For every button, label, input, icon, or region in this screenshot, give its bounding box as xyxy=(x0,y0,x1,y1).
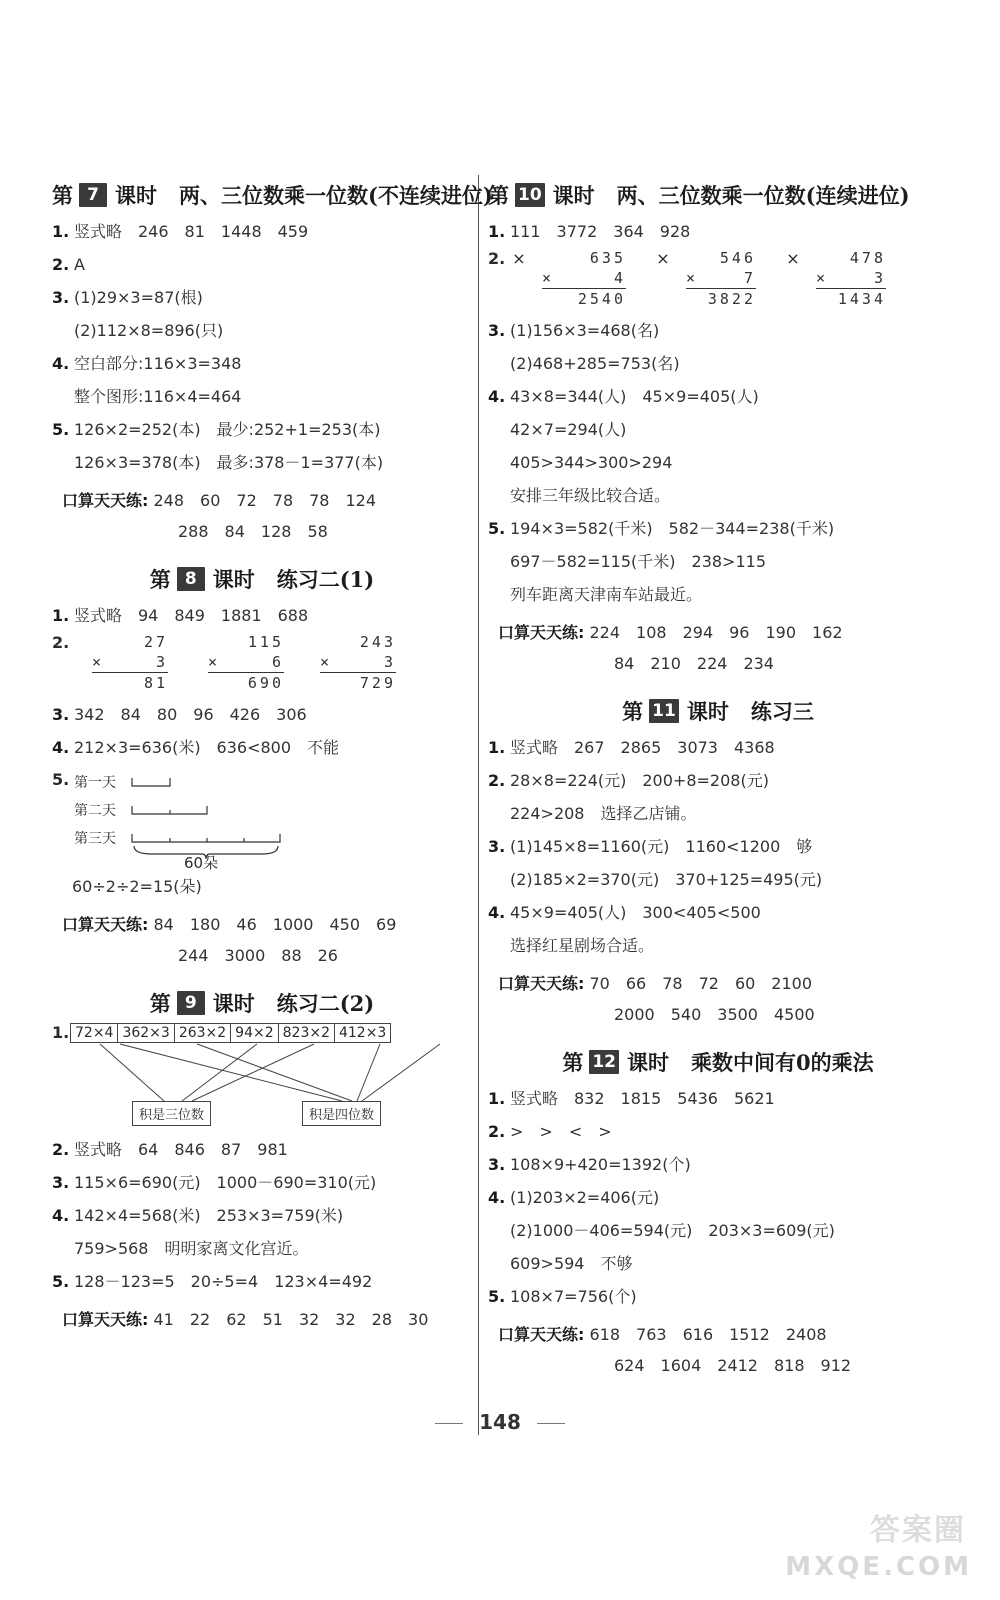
multiplicand: 635 xyxy=(589,249,626,267)
answer-line xyxy=(52,1199,472,1232)
lesson-9-heading xyxy=(52,983,472,1023)
practice-values: 618 763 616 1512 2408 xyxy=(589,1325,827,1344)
answer-line xyxy=(488,545,948,578)
answer-text: 142×4=568(米) 253×3=759(米) xyxy=(74,1206,344,1225)
answer-line xyxy=(488,1115,948,1148)
times-sign: × xyxy=(686,269,696,287)
times-sign: × xyxy=(542,269,552,287)
heading-prefix: 第 xyxy=(562,1050,584,1075)
lesson-number-badge: 7 xyxy=(79,183,107,207)
practice-label: 口算天天练: xyxy=(62,1310,149,1329)
practice-values: 224 108 294 96 190 162 xyxy=(589,623,843,642)
answer-text: 选择红星剧场合适。 xyxy=(510,936,655,955)
question-number: 4. xyxy=(488,387,506,406)
times-sign: × xyxy=(92,653,102,671)
mental-math-practice xyxy=(488,1319,948,1381)
lesson-topic: 练习二(1) xyxy=(276,567,375,592)
practice-label: 口算天天练: xyxy=(498,623,585,642)
answer-text: 224>208 选择乙店铺。 xyxy=(510,804,697,823)
answer-line xyxy=(488,1280,948,1313)
answer-text: 108×9+420=1392(个) xyxy=(510,1155,691,1174)
vertical-multiplication-row xyxy=(488,248,948,314)
product: 690 xyxy=(247,674,284,692)
practice-values: 84 210 224 234 xyxy=(614,654,774,673)
heading-prefix: 第 xyxy=(52,183,73,208)
lesson-topic: 乘数中间有0的乘法 xyxy=(691,1050,874,1075)
answer-line xyxy=(488,215,948,248)
product: 3822 xyxy=(707,290,756,308)
answer-text: 342 84 80 96 426 306 xyxy=(74,705,307,724)
check-mark: × xyxy=(786,249,800,268)
practice-label: 口算天天练: xyxy=(498,974,585,993)
answer-line xyxy=(488,446,948,479)
answer-text: 405>344>300>294 xyxy=(510,453,673,472)
answer-text: 45×9=405(人) 300<405<500 xyxy=(510,903,761,922)
answer-line xyxy=(488,380,948,413)
practice-values: 2000 540 3500 4500 xyxy=(614,1005,815,1024)
question-number: 1. xyxy=(52,606,70,625)
answer-text: 128－123=5 20÷5=4 123×4=492 xyxy=(74,1272,373,1291)
product: 1434 xyxy=(837,290,886,308)
answer-line xyxy=(52,698,472,731)
question-number: 2. xyxy=(52,633,70,652)
question-number: 1. xyxy=(488,1089,506,1108)
answer-text: 194×3=582(千米) 582－344=238(千米) xyxy=(510,519,835,538)
question-number: 5. xyxy=(488,1287,506,1306)
watermark-url: MXQE.COM xyxy=(785,1552,972,1582)
answer-text: (1)203×2=406(元) xyxy=(510,1188,660,1207)
answer-text: 空白部分:116×3=348 xyxy=(74,354,242,373)
lesson-topic: 练习三 xyxy=(750,699,814,724)
lesson-number-badge: 10 xyxy=(515,183,545,207)
practice-values: 244 3000 88 26 xyxy=(178,946,338,965)
question-number: 3. xyxy=(488,1155,506,1174)
answer-line xyxy=(52,599,472,632)
practice-values: 41 22 62 51 32 32 28 30 xyxy=(153,1310,429,1329)
question-number: 2. xyxy=(52,1140,70,1159)
lesson-number-badge: 8 xyxy=(177,567,205,591)
day-label: 第一天 xyxy=(74,775,116,791)
multiplicand: 478 xyxy=(849,249,886,267)
mental-math-practice xyxy=(488,617,948,679)
question-number: 3. xyxy=(488,837,506,856)
answer-line xyxy=(52,1133,472,1166)
expression-box: 263×2 xyxy=(175,1024,231,1042)
vertical-multiplication xyxy=(816,248,886,309)
answer-line xyxy=(52,281,472,314)
watermark-logo: 答案圈 xyxy=(870,1513,966,1548)
question-number: 4. xyxy=(488,903,506,922)
heading-keshi: 课时 xyxy=(686,699,729,724)
three-digit-tag: 积是三位数 xyxy=(132,1101,211,1126)
expression-box: 72×4 xyxy=(71,1024,118,1042)
question-number: 1. xyxy=(488,738,506,757)
answer-text: 竖式略 246 81 1448 459 xyxy=(74,222,309,241)
lesson-topic: 两、三位数乘一位数(连续进位) xyxy=(616,183,910,208)
check-mark: × xyxy=(656,249,670,268)
question-number: 3. xyxy=(52,1173,70,1192)
multiplicand: 546 xyxy=(719,249,756,267)
answer-line xyxy=(52,215,472,248)
product: 81 xyxy=(143,674,168,692)
answer-text: 安排三年级比较合适。 xyxy=(510,486,671,505)
answer-line xyxy=(488,830,948,863)
question-number: 3. xyxy=(488,321,506,340)
answer-text: 28×8=224(元) 200+8=208(元) xyxy=(510,771,769,790)
answer-line xyxy=(488,1082,948,1115)
answer-line xyxy=(488,797,948,830)
multiplier: 3 xyxy=(873,269,886,287)
answer-text: A xyxy=(74,255,85,274)
answer-text: 697－582=115(千米) 238>115 xyxy=(510,552,766,571)
answer-line xyxy=(52,870,472,903)
question-number: 2. xyxy=(488,249,506,268)
check-mark: × xyxy=(512,249,526,268)
answer-line xyxy=(488,347,948,380)
heading-prefix: 第 xyxy=(622,699,644,724)
answer-text: 212×3=636(米) 636<800 不能 xyxy=(74,738,340,757)
answer-line xyxy=(488,512,948,545)
answer-text: 108×7=756(个) xyxy=(510,1287,637,1306)
answer-line xyxy=(52,380,472,413)
expression-box: 412×3 xyxy=(338,1025,387,1041)
lesson-topic: 练习二(2) xyxy=(276,991,375,1016)
question-number: 1. xyxy=(488,222,506,241)
answer-line xyxy=(488,479,948,512)
answer-text: (2)468+285=753(名) xyxy=(510,354,680,373)
practice-values: 288 84 128 58 xyxy=(178,522,328,541)
lesson-number-badge: 12 xyxy=(589,1050,619,1074)
vertical-multiplication xyxy=(686,248,756,309)
vertical-multiplication xyxy=(92,632,168,693)
answer-line xyxy=(52,413,472,446)
multiplier: 7 xyxy=(743,269,756,287)
answer-text: 609>594 不够 xyxy=(510,1254,633,1273)
answer-text: 整个图形:116×4=464 xyxy=(74,387,242,406)
heading-keshi: 课时 xyxy=(552,183,595,208)
answer-text: 竖式略 94 849 1881 688 xyxy=(74,606,309,625)
answer-text: 60÷2÷2=15(朵) xyxy=(72,877,202,896)
heading-keshi: 课时 xyxy=(115,183,157,208)
product: 729 xyxy=(359,674,396,692)
multiplier: 4 xyxy=(613,269,626,287)
answer-line xyxy=(52,248,472,281)
answer-line xyxy=(488,413,948,446)
answer-text: 126×3=378(本) 最多:378－1=377(本) xyxy=(74,453,384,472)
question-number: 4. xyxy=(52,354,70,373)
heading-keshi: 课时 xyxy=(627,1050,670,1075)
total-label: 60朵 xyxy=(184,854,219,872)
answer-text: 111 3772 364 928 xyxy=(510,222,691,241)
practice-label: 口算天天练: xyxy=(62,915,149,934)
question-number: 3. xyxy=(52,705,70,724)
day-label: 第二天 xyxy=(74,803,116,819)
question-number: 2. xyxy=(52,255,70,274)
answer-text: (1)145×8=1160(元) 1160<1200 够 xyxy=(510,837,813,856)
heading-prefix: 第 xyxy=(149,567,171,592)
mental-math-practice xyxy=(52,1304,472,1335)
matching-lines xyxy=(52,1023,472,1133)
answer-text: 759>568 明明家离文化宫近。 xyxy=(74,1239,309,1258)
multiplicand: 115 xyxy=(247,633,284,651)
four-digit-tag: 积是四位数 xyxy=(302,1101,381,1126)
answer-line xyxy=(488,1214,948,1247)
answer-text: (2)1000－406=594(元) 203×3=609(元) xyxy=(510,1221,835,1240)
heading-keshi: 课时 xyxy=(212,567,255,592)
vertical-multiplication xyxy=(320,632,396,693)
answer-line xyxy=(488,731,948,764)
practice-label: 口算天天练: xyxy=(498,1325,585,1344)
question-number: 4. xyxy=(52,738,70,757)
vertical-multiplication-row xyxy=(52,632,472,698)
answer-text: > > < > xyxy=(510,1122,612,1141)
answer-line xyxy=(488,1181,948,1214)
question-number: 1. xyxy=(52,222,70,241)
lesson-12-heading xyxy=(488,1042,948,1082)
answer-line xyxy=(488,929,948,962)
lesson-7-heading xyxy=(52,175,493,215)
mental-math-practice xyxy=(488,968,948,1030)
answer-text: (1)156×3=468(名) xyxy=(510,321,660,340)
segment-diagram xyxy=(52,764,472,870)
answer-line xyxy=(52,1265,472,1298)
answer-text: 43×8=344(人) 45×9=405(人) xyxy=(510,387,759,406)
column-divider xyxy=(478,175,479,1435)
answer-line xyxy=(488,764,948,797)
practice-values: 624 1604 2412 818 912 xyxy=(614,1356,852,1375)
practice-values: 84 180 46 1000 450 69 xyxy=(153,915,397,934)
question-number: 3. xyxy=(52,288,70,307)
answer-text: 竖式略 832 1815 5436 5621 xyxy=(510,1089,775,1108)
practice-values: 248 60 72 78 78 124 xyxy=(153,491,377,510)
practice-label: 口算天天练: xyxy=(62,491,149,510)
answer-text: 竖式略 267 2865 3073 4368 xyxy=(510,738,775,757)
vertical-multiplication xyxy=(542,248,626,309)
answer-line xyxy=(488,896,948,929)
answer-text: (2)112×8=896(只) xyxy=(74,321,224,340)
question-number: 2. xyxy=(488,771,506,790)
answer-line xyxy=(52,1232,472,1265)
expression-box: 823×2 xyxy=(279,1024,335,1042)
left-column xyxy=(52,175,493,1335)
question-number: 4. xyxy=(52,1206,70,1225)
vertical-multiplication xyxy=(208,632,284,693)
expression-box: 362×3 xyxy=(118,1024,174,1042)
answer-line xyxy=(52,347,472,380)
answer-line xyxy=(488,863,948,896)
matching-diagram xyxy=(52,1023,472,1133)
multiplier: 3 xyxy=(383,653,396,671)
multiplicand: 27 xyxy=(143,633,168,651)
answer-line xyxy=(52,314,472,347)
heading-prefix: 第 xyxy=(488,183,509,208)
answer-text: (2)185×2=370(元) 370+125=495(元) xyxy=(510,870,823,889)
lesson-number-badge: 9 xyxy=(177,991,205,1015)
heading-keshi: 课时 xyxy=(212,991,255,1016)
right-column xyxy=(488,175,948,1381)
question-number: 2. xyxy=(488,1122,506,1141)
answer-line xyxy=(488,1247,948,1280)
day-label: 第三天 xyxy=(74,831,116,847)
segment-bars xyxy=(52,764,292,870)
multiplicand: 243 xyxy=(359,633,396,651)
answer-text: (1)29×3=87(根) xyxy=(74,288,203,307)
page-number xyxy=(0,1410,1000,1434)
question-number: 5. xyxy=(52,770,70,789)
answer-text: 126×2=252(本) 最少:252+1=253(本) xyxy=(74,420,381,439)
question-number: 1. xyxy=(52,1023,70,1042)
page-number-text: 148 xyxy=(479,1410,521,1434)
times-sign: × xyxy=(320,653,330,671)
expression-box: 94×2 xyxy=(231,1024,278,1042)
answer-line xyxy=(52,1166,472,1199)
question-number: 4. xyxy=(488,1188,506,1207)
lesson-8-heading xyxy=(52,559,472,599)
answer-text: 列车距离天津南车站最近。 xyxy=(510,585,703,604)
answer-text: 115×6=690(元) 1000－690=310(元) xyxy=(74,1173,377,1192)
heading-prefix: 第 xyxy=(149,991,171,1016)
multiplier: 3 xyxy=(155,653,168,671)
multiplier: 6 xyxy=(271,653,284,671)
question-number: 5. xyxy=(52,1272,70,1291)
lesson-number-badge: 11 xyxy=(649,699,679,723)
answer-text: 竖式略 64 846 87 981 xyxy=(74,1140,288,1159)
answer-line xyxy=(488,314,948,347)
answer-line xyxy=(52,731,472,764)
lesson-10-heading xyxy=(488,175,948,215)
answer-line xyxy=(488,578,948,611)
answer-line xyxy=(52,446,472,479)
answer-text: 42×7=294(人) xyxy=(510,420,627,439)
practice-values: 70 66 78 72 60 2100 xyxy=(589,974,813,993)
lesson-11-heading xyxy=(488,691,948,731)
question-number: 5. xyxy=(52,420,70,439)
times-sign: × xyxy=(208,653,218,671)
lesson-topic: 两、三位数乘一位数(不连续进位) xyxy=(179,183,493,208)
answer-line xyxy=(488,1148,948,1181)
mental-math-practice xyxy=(52,485,472,547)
product: 2540 xyxy=(577,290,626,308)
question-number: 5. xyxy=(488,519,506,538)
mental-math-practice xyxy=(52,909,472,971)
times-sign: × xyxy=(816,269,826,287)
